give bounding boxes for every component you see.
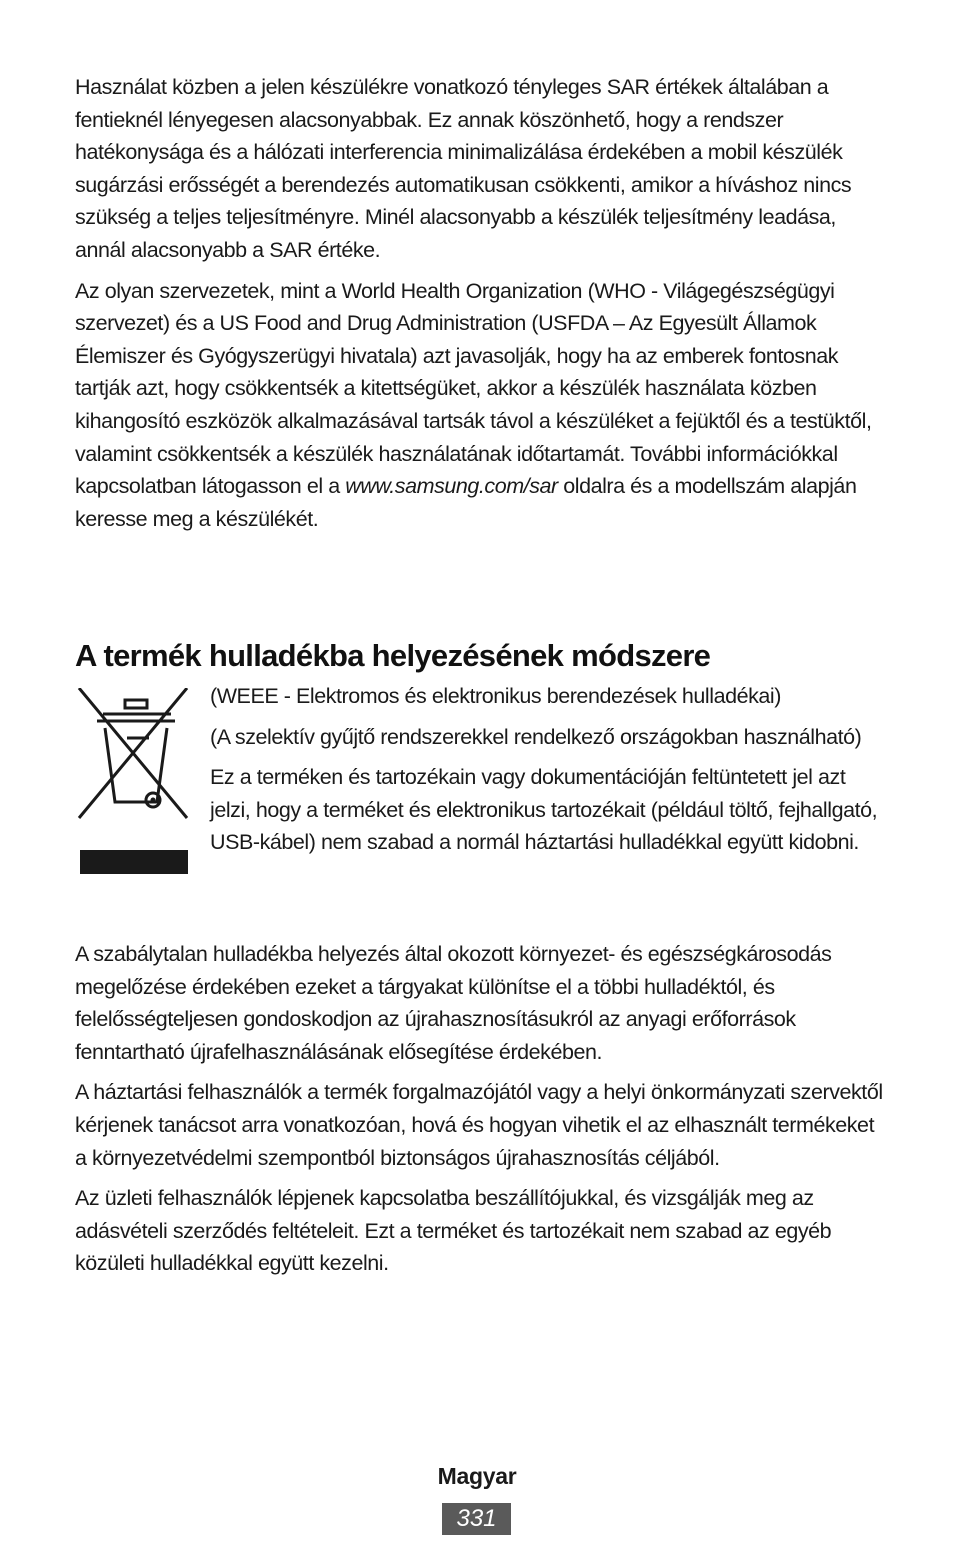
samsung-sar-link[interactable]: www.samsung.com/sar — [345, 474, 558, 499]
disposal-section — [75, 938, 887, 1280]
weee-scope: (A szelektív gyűjtő rendszerekkel rendelkező országokban használható) — [210, 724, 862, 749]
disposal-heading: A termék hulladékba helyezésének módszere — [75, 638, 711, 673]
disposal-paragraph-1: A szabálytalan hulladékba helyezés által okozott környezet- és egészségkárosodás megelőzése érdekében ezeket a tárgyakat különítse el a többi hulladéktól, és felelősségteljesen gondoskodjon az újrahasznosításukról az anyagi erőforrások fenntartható újrafelhasználásának elősegítése érdekében. — [75, 942, 832, 1064]
footer-language: Magyar — [437, 1463, 517, 1489]
sar-paragraph-2-text: Az olyan szervezetek, mint a World Health Organization (WHO - Világegészségügyi szervezet) és a US Food and Drug Administration (USFDA – Az Egyesült Államok Élemiszer és Gyógyszerügyi hivatala) azt javasolják, hogy ha az emberek fontosnak tartják azt, hogy csökkentsék a kitettségüket, akkor a készülék használata közben kihangosító eszközök alkalmazásával tartsák távol a készüléket a fejüktől és a testüktől, valamint csökkentsék a készülék használatának időtartamát. További információkkal kapcsolatban látogasson el a — [75, 278, 872, 499]
disposal-paragraph-3: Az üzleti felhasználók lépjenek kapcsolatba beszállítójukkal, és vizsgálják meg az adásvételi szerződés feltételeit. Ezt a terméket és tartozékait nem szabad az egyéb közületi hulladékkal együtt kezelni. — [75, 1186, 832, 1276]
sar-paragraph-1: Használat közben a jelen készülékre vonatkozó tényleges SAR értékek általában a fentieknél lényegesen alacsonyabbak. Ez annak köszönhető, hogy a rendszer hatékonysága és a hálózati interferencia minimalizálása érdekében a mobil készülék sugárzási erősségét a berendezés automatikusan csökkenti, amikor a híváshoz nincs szükség a teljes teljesítményre. Minél alacsonyabb a készülék teljesítmény leadása, annál alacsonyabb a SAR értéke. — [75, 75, 852, 262]
disposal-paragraph-2: A háztartási felhasználók a termék forgalmazójától vagy a helyi önkormányzati szervektől kérjenek tanácsot arra vonatkozóan, hová és hogyan vihetik el az elhasznált termékeket a környezetvédelmi szempontból biztonságos újrahasznosítás céljából. — [75, 1080, 883, 1170]
weee-bar — [80, 850, 188, 874]
sar-paragraph-2 — [75, 275, 887, 536]
weee-description — [210, 680, 886, 859]
weee-explanation: Ez a terméken és tartozékain vagy dokumentációján feltüntetett jel azt jelzi, hogy a terméket és elektronikus tartozékait (például töltő, fejhallgató, USB-kábel) nem szabad a normál háztartási hulladékkal együtt kidobni. — [210, 765, 878, 855]
sar-section — [75, 71, 887, 535]
sar-paragraph-2-text-end: oldalra és a modellszám alapján keresse meg a készülékét. — [75, 474, 857, 531]
page-number: 331 — [442, 1503, 511, 1535]
weee-title: (WEEE - Elektromos és elektronikus berendezések hulladékai) — [210, 684, 781, 708]
